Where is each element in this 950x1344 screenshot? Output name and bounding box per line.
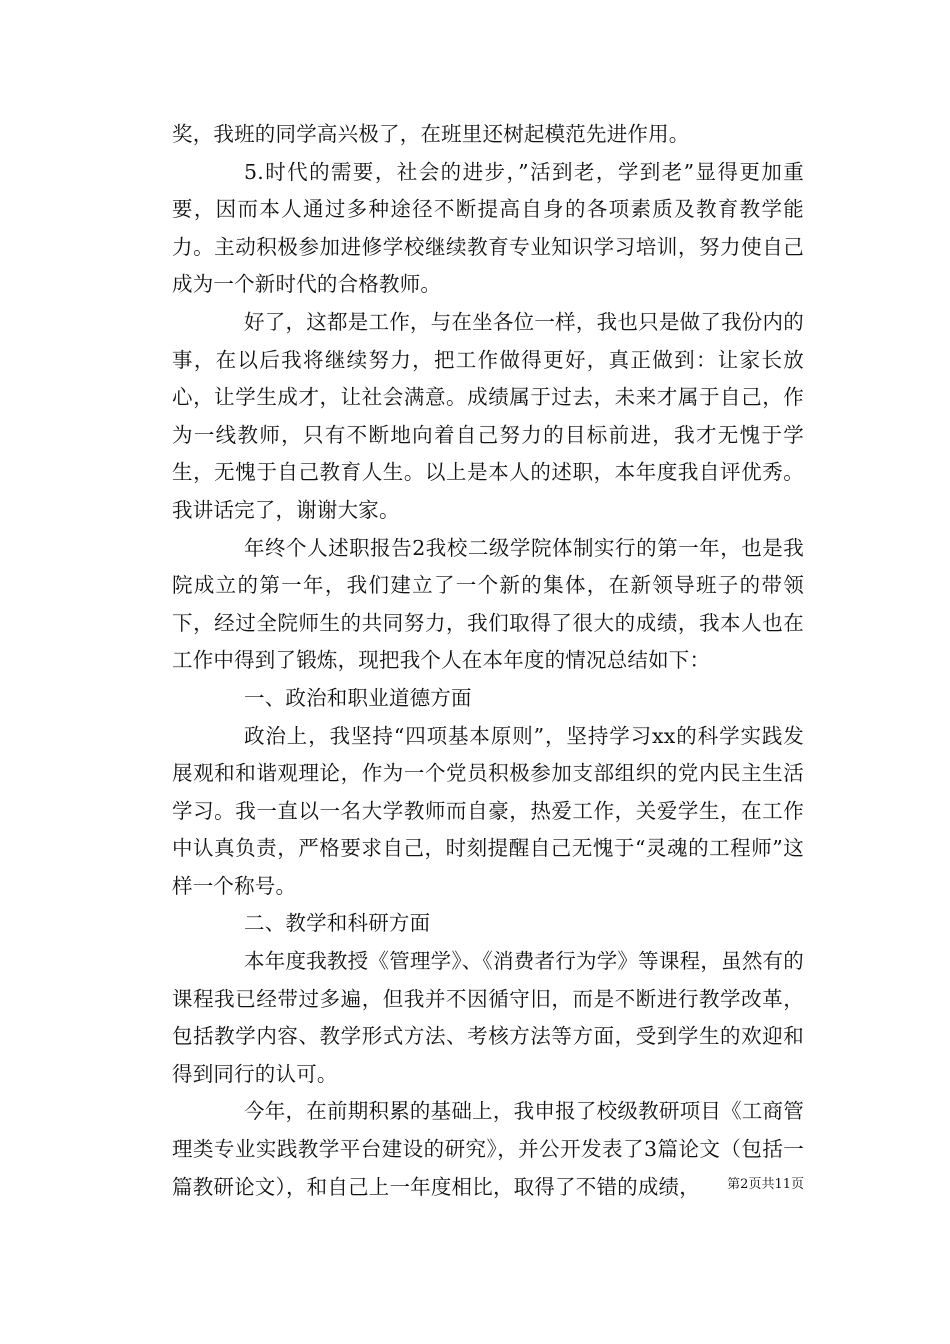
paragraph-research: 今年，在前期积累的基础上，我申报了校级教研项目《工商管理类专业实践教学平台建设的研究》，并公开发表了3篇论文（包括一篇教研论文），和自己上一年度相比，取得了不错的成绩， [172, 1099, 804, 1199]
paragraph-report-intro: 年终个人述职报告2我校二级学院体制实行的第一年，也是我院成立的第一年，我们建立了一个新的集体，在新领导班子的带领下，经过全院师生的共同努力，我们取得了很大的成绩，我本人也在工作中得到了锻炼，现把我个人在本年度的情况总结如下： [172, 535, 804, 673]
page-number: 第2页共11页 [727, 1177, 804, 1192]
section-heading-politics: 一、政治和职业道德方面 [244, 685, 472, 710]
paragraph-politics: 政治上，我坚持“四项基本原则”，坚持学习xx的科学实践发展观和和谐观理论，作为一个党员积极参加支部组织的党内民主生活学习。我一直以一名大学教师而自豪，热爱工作，关爱学生，在工作中认真负责，严格要求自己，时刻提醒自己无愧于“灵魂的工程师”这样一个称号。 [172, 723, 804, 898]
paragraph-closing-remarks: 好了，这都是工作，与在坐各位一样，我也只是做了我份内的事，在以后我将继续努力，把工作做得更好，真正做到：让家长放心，让学生成才，让社会满意。成绩属于过去，未来才属于自己，作为一线教师，只有不断地向着自己努力的目标前进，我才无愧于学生，无愧于自己教育人生。以上是本人的述职，本年度我自评优秀。我讲话完了，谢谢大家。 [172, 309, 804, 522]
paragraph-continuation: 奖，我班的同学高兴极了，在班里还树起模范先进作用。 [172, 122, 690, 146]
document-body [172, 116, 804, 1206]
paragraph-teaching: 本年度我教授《管理学》、《消费者行为学》等课程，虽然有的课程我已经带过多遍，但我并不因循守旧，而是不断进行教学改革，包括教学内容、教学形式方法、考核方法等方面，受到学生的欢迎和得到同行的认可。 [172, 949, 804, 1086]
section-heading-teaching: 二、教学和科研方面 [244, 911, 431, 936]
paragraph-lifelong-learning: 5.时代的需要，社会的进步，”活到老，学到老”显得更加重要，因而本人通过多种途径不断提高自身的各项素质及教育教学能力。主动积极参加进修学校继续教育专业知识学习培训，努力使自己成为一个新时代的合格教师。 [172, 159, 804, 297]
